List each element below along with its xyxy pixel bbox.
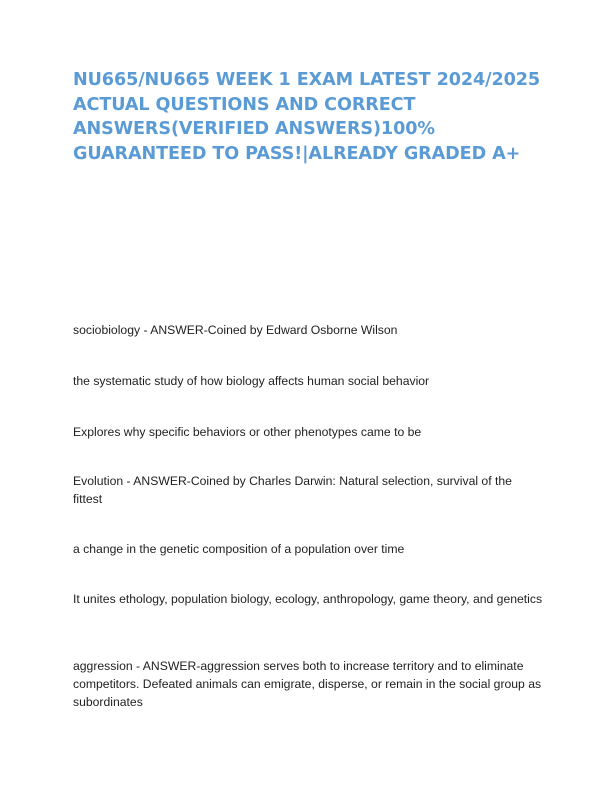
paragraph-aggression: aggression - ANSWER-aggression serves both to increase territory and to eliminate competitors. Defeated animals can emigrate, disperse, or remain in the social group as subordinates — [73, 659, 542, 709]
paragraph-sociobiology-unites: It unites ethology, population biology, ecology, anthropology, game theory, and genetics — [73, 592, 543, 606]
paragraph-sociobiology: sociobiology - ANSWER-Coined by Edward Osborne Wilson — [73, 323, 398, 337]
paragraph-sociobiology-definition: the systematic study of how biology affects human social behavior — [73, 374, 430, 388]
paragraph-sociobiology-explores: Explores why specific behaviors or other phenotypes came to be — [73, 425, 422, 439]
paragraph-evolution-definition: a change in the genetic composition of a population over time — [73, 542, 405, 556]
document-title: NU665/NU665 WEEK 1 EXAM LATEST 2024/2025 ACTUAL QUESTIONS AND CORRECT ANSWERS(VERIFIED ANSWERS)100% GUARANTEED TO PASS!|ALREADY GRADED A+ — [73, 70, 541, 164]
paragraph-evolution: Evolution - ANSWER-Coined by Charles Darwin: Natural selection, survival of the fittest — [73, 474, 512, 506]
